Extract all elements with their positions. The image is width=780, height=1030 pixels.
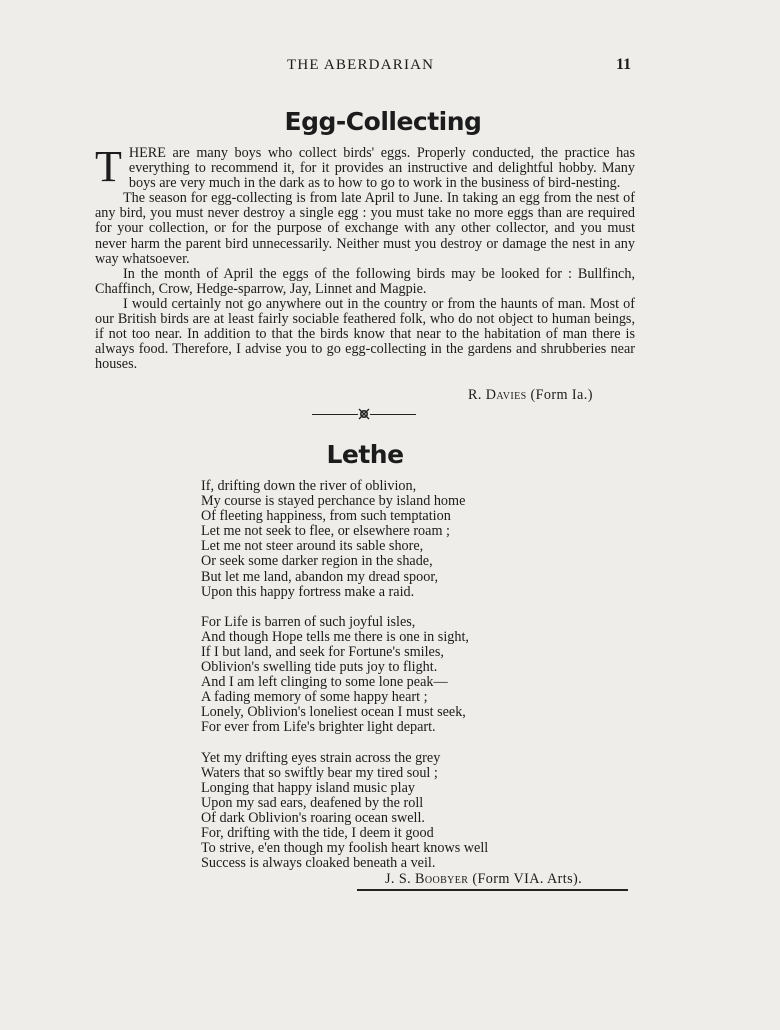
poem-line: If I but land, and seek for Fortune's smiles, xyxy=(201,643,444,660)
page-number: 11 xyxy=(616,56,632,73)
poem-line: Of dark Oblivion's roaring ocean swell. xyxy=(201,809,425,826)
poem-stanza xyxy=(201,751,561,872)
author-byline-davies xyxy=(468,387,593,404)
article-body-egg-collecting xyxy=(95,142,635,373)
poem-line: And though Hope tells me there is one in sight, xyxy=(201,628,469,645)
poem-line: Let me not steer around its sable shore, xyxy=(201,538,424,555)
author-byline-boobyer xyxy=(385,871,582,888)
poem-line: Or seek some darker region in the shade, xyxy=(201,553,433,570)
poem-line: My course is stayed perchance by island home xyxy=(201,493,466,510)
poem-line: Lonely, Oblivion's loneliest ocean I must seek, xyxy=(201,704,466,721)
poem-line: For, drifting with the tide, I deem it good xyxy=(201,824,434,841)
divider-line xyxy=(370,414,416,415)
article-title-lethe: Lethe xyxy=(326,440,404,469)
poem-line: Let me not seek to flee, or elsewhere roam ; xyxy=(201,523,450,540)
end-rule xyxy=(357,889,628,891)
poem-line: Upon this happy fortress make a raid. xyxy=(201,583,415,600)
divider-line xyxy=(312,414,358,415)
author-name: J. S. Boobyer xyxy=(385,871,469,887)
paragraph: I would certainly not go anywhere out in the country or from the haunts of man. Most of our British birds are at least fairly sociable feathered folk, who do not object to human beings, if not too near. In addition to that the birds know that near to the habitation of man there is always food. Therefore, I advise you to go egg-collecting in the gardens and shrubberies near houses. xyxy=(95,295,635,373)
poem-line: Success is always cloaked beneath a veil. xyxy=(201,855,436,872)
poem-line: But let me land, abandon my dread spoor, xyxy=(201,568,439,585)
poem-line: To strive, e'en though my foolish heart knows well xyxy=(201,840,489,857)
paragraph xyxy=(95,142,635,192)
poem-line: For ever from Life's brighter light depart. xyxy=(201,719,436,736)
poem-line: Upon my sad ears, deafened by the roll xyxy=(201,794,424,811)
author-form: (Form VIA. Arts). xyxy=(472,871,583,887)
paragraph-text: HERE are many boys who collect birds' eggs. Properly conducted, the practice has everything to recommend it, for it provides an instructive and delightful hobby. Many boys are very much in the dark as to how to go to work in the business of bird-nesting. xyxy=(128,145,635,192)
poem-line: If, drifting down the river of oblivion, xyxy=(201,478,417,494)
author-form: (Form Ia.) xyxy=(530,387,593,403)
poem-lethe xyxy=(201,479,561,886)
poem-stanza xyxy=(201,479,561,600)
paragraph: The season for egg-collecting is from late April to June. In taking an egg from the nest of any bird, you must never destroy a single egg : you must take no more eggs than are required for your collection, or for the purpose of exchange with any other collector, and you must never harm the parent bird unnecessarily. Neither must you destroy or damage the nest in any way whatsoever. xyxy=(95,190,635,267)
poem-line: For Life is barren of such joyful isles, xyxy=(201,613,416,630)
poem-line: Longing that happy island music play xyxy=(201,779,415,796)
poem-stanza xyxy=(201,615,561,736)
poem-line: Waters that so swiftly bear my tired soul ; xyxy=(201,764,438,781)
poem-line: Oblivion's swelling tide puts joy to flight. xyxy=(201,659,438,676)
section-divider xyxy=(312,406,416,422)
publication-title: THE ABERDARIAN xyxy=(287,57,435,73)
poem-line: Yet my drifting eyes strain across the grey xyxy=(201,749,441,766)
poem-line: Of fleeting happiness, from such temptation xyxy=(201,508,451,525)
running-header xyxy=(0,57,780,77)
drop-cap: T xyxy=(95,142,122,191)
poem-line: A fading memory of some happy heart ; xyxy=(201,689,428,706)
paragraph: In the month of April the eggs of the following birds may be looked for : Bullfinch, Chaffinch, Crow, Hedge-sparrow, Jay, Linnet and Magpie. xyxy=(95,265,635,297)
article-title-egg-collecting: Egg-Collecting xyxy=(284,107,482,136)
author-name: R. Davies xyxy=(468,387,527,403)
poem-line: And I am left clinging to some lone peak— xyxy=(201,674,448,691)
